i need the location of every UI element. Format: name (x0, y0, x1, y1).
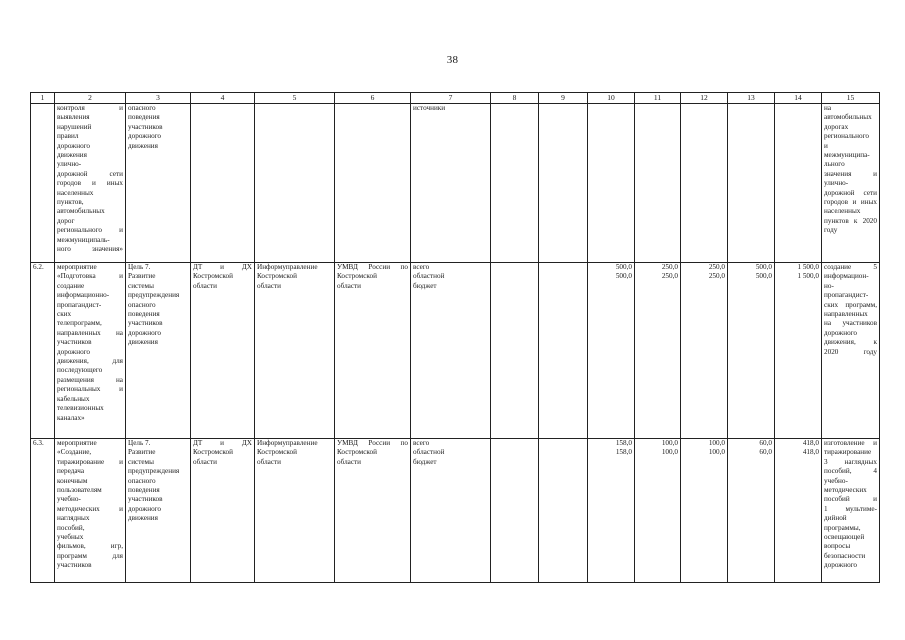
expected-result-cell-line: дорожного (824, 328, 858, 337)
header-cell: 7 (411, 93, 491, 104)
funding-source-cell-line: бюджет (413, 281, 437, 290)
header-cell: 3 (126, 93, 191, 104)
goal-cell-line: Цель 7. (128, 439, 151, 447)
funding-source-cell (411, 439, 491, 583)
header-cell: 8 (491, 93, 539, 104)
expected-result-cell-line: движения, к (824, 338, 877, 347)
activity-name-cell-line: учебно- (57, 495, 81, 504)
header-cell: 12 (681, 93, 728, 104)
activity-name-cell-line: пособий, (57, 523, 85, 532)
activity-name-cell-line: движения (57, 151, 87, 160)
activity-name-cell-line: улично- (57, 160, 82, 169)
amount-cell-col14-line: 418,0 (802, 448, 819, 457)
goal-cell (126, 263, 191, 439)
activity-name-cell-line: пунктов, (57, 198, 84, 207)
participant-cell-line: области (337, 281, 362, 290)
goal-cell-line: Развитие (128, 272, 156, 281)
expected-result-cell-line: 1 мультиме- (824, 504, 877, 513)
amount-cell-col14-line: 418,0 (802, 439, 819, 447)
amount-cell-col13 (728, 104, 775, 263)
activity-name-cell-line: «Создание, (57, 448, 92, 457)
co-executor-cell-line: Костромской (257, 272, 297, 281)
responsible-executor-cell-line: области (193, 457, 218, 466)
expected-result-cell-line: городов и иных (824, 198, 877, 207)
goal-cell-line: предупреждения (128, 291, 180, 300)
responsible-executor-cell (191, 263, 255, 439)
amount-cell-col12 (681, 104, 728, 263)
co-executor-cell-line: Костромской (257, 448, 297, 457)
activity-name-cell-line: выявления (57, 113, 90, 122)
activity-name-cell-line: городов и иных (57, 179, 123, 188)
header-cell: 10 (588, 93, 635, 104)
amount-cell-col12 (681, 263, 728, 439)
goal-cell-line: движения (128, 514, 158, 523)
row-number-cell-line: 6.3. (33, 439, 44, 447)
expected-result-cell-line: информацион- (824, 272, 869, 281)
activity-name-cell-line: последующего (57, 366, 103, 375)
row-number-cell (31, 104, 55, 263)
header-cell: 4 (191, 93, 255, 104)
expected-result-cell-line: безопасности (824, 551, 866, 560)
expected-result-cell-line: льного (824, 160, 845, 169)
expected-result-cell-line: 2020 году (824, 347, 877, 356)
amount-cell-col13 (728, 439, 775, 583)
goal-cell (126, 104, 191, 263)
expected-result-cell-line: освещающей (824, 533, 865, 542)
expected-result-cell-line: дийной (824, 514, 847, 523)
responsible-executor-cell (191, 439, 255, 583)
expected-result-cell-line: дорогах (824, 122, 849, 131)
header-row (31, 93, 880, 104)
table-row (31, 263, 880, 439)
amount-cell-col11 (635, 104, 681, 263)
activity-name-cell-line: контроля и (57, 104, 123, 112)
amount-cell-col11-line: 100,0 (661, 448, 678, 457)
activity-name-cell-line: создание (57, 281, 85, 290)
activity-name-cell-line: наглядных (57, 514, 90, 523)
activity-name-cell-line: направленных на (57, 328, 123, 337)
expected-result-cell (822, 104, 880, 263)
activity-name-cell-line: дорожного (57, 347, 91, 356)
responsible-executor-cell-line: Костромской (193, 272, 233, 281)
amount-cell-col13-line: 60,0 (759, 448, 772, 457)
table-row (31, 439, 880, 583)
expected-result-cell-line: дорожного (824, 561, 858, 570)
amount-cell-col10-line: 158,0 (615, 448, 632, 457)
funding-source-cell-line: бюджет (413, 457, 437, 466)
header-cell: 6 (335, 93, 411, 104)
goal-cell-line: дорожного (128, 328, 162, 337)
expected-result-cell-line: регионального (824, 132, 869, 141)
responsible-executor-cell-line: ДТ и ДХ (193, 439, 252, 447)
expected-result-cell-line: населенных (824, 207, 861, 216)
amount-cell-col11-line: 250,0 (661, 272, 678, 281)
funding-source-cell-line: областной (413, 272, 445, 281)
activity-name-cell-line: «Подготовка и (57, 272, 123, 281)
amount-cell-col14-line: 1 500,0 (797, 263, 819, 271)
activity-name-cell (55, 439, 126, 583)
expected-result-cell-line: пунктов к 2020 (824, 216, 877, 225)
activity-name-cell-line: правил (57, 132, 79, 141)
activity-name-cell-line: автомобильных (57, 207, 105, 216)
co-executor-cell-line: области (257, 457, 282, 466)
goal-cell-line: поведения (128, 310, 160, 319)
participant-cell-line: УМВД России по (337, 263, 408, 271)
activity-name-cell-line: передача (57, 467, 85, 476)
goal-cell-line: опасного (128, 300, 156, 309)
activity-name-cell-line: пользователям (57, 486, 102, 495)
funding-source-cell-line: всего (413, 439, 430, 447)
participant-cell-line: области (337, 457, 362, 466)
expected-result-cell-line: создание 5 (824, 263, 877, 271)
header-cell: 15 (822, 93, 880, 104)
goal-cell-line: движения (128, 141, 158, 150)
goal-cell-line: системы (128, 457, 154, 466)
empty-cell (491, 104, 539, 263)
amount-cell-col12-line: 100,0 (708, 439, 725, 447)
page-number: 38 (446, 54, 459, 66)
co-executor-cell (255, 263, 335, 439)
responsible-executor-cell-line: ДТ и ДХ (193, 263, 252, 271)
activity-name-cell-line: участников (57, 561, 92, 570)
activity-name-cell-line: дорог (57, 216, 75, 225)
goal-cell-line: Цель 7. (128, 263, 151, 271)
expected-result-cell-line: году (824, 226, 838, 235)
activity-name-cell-line: мероприятие (57, 263, 97, 271)
program-table (30, 92, 880, 583)
participant-cell-line: Костромской (337, 272, 377, 281)
amount-cell-col11 (635, 439, 681, 583)
participant-cell (335, 104, 411, 263)
goal-cell-line: участников (128, 122, 163, 131)
empty-cell (491, 263, 539, 439)
activity-name-cell-line: межмуниципаль- (57, 235, 110, 244)
activity-name-cell-line: конечным (57, 476, 88, 485)
participant-cell (335, 439, 411, 583)
amount-cell-col10 (588, 439, 635, 583)
table-row (31, 104, 880, 263)
expected-result-cell-line: вопросы (824, 542, 851, 551)
amount-cell-col14 (775, 263, 822, 439)
expected-result-cell-line: дорожной сети (824, 188, 877, 197)
activity-name-cell-line: движения, для (57, 357, 123, 366)
funding-source-cell (411, 263, 491, 439)
row-number-cell (31, 439, 55, 583)
amount-cell-col11-line: 250,0 (661, 263, 678, 271)
amount-cell-col13-line: 60,0 (759, 439, 772, 447)
activity-name-cell-line: программ для (57, 551, 123, 560)
expected-result-cell-line: изготовление и (824, 439, 877, 447)
goal-cell-line: поведения (128, 486, 160, 495)
activity-name-cell-line: ских (57, 310, 72, 319)
funding-source-cell-line: источники (413, 104, 446, 112)
empty-cell (539, 263, 588, 439)
header-cell: 2 (55, 93, 126, 104)
activity-name-cell-line: учебных (57, 533, 84, 542)
activity-name-cell-line: пропагандист- (57, 300, 102, 309)
activity-name-cell-line: методических и (57, 504, 123, 513)
co-executor-cell-line: области (257, 281, 282, 290)
goal-cell-line: поведения (128, 113, 160, 122)
amount-cell-col10-line: 158,0 (615, 439, 632, 447)
activity-name-cell-line: каналах» (57, 413, 85, 422)
amount-cell-col14 (775, 104, 822, 263)
amount-cell-col14-line: 1 500,0 (797, 272, 819, 281)
expected-result-cell-line: 3 наглядных (824, 457, 877, 466)
expected-result-cell-line: методических (824, 486, 867, 495)
activity-name-cell-line: телепрограмм, (57, 319, 102, 328)
amount-cell-col10 (588, 104, 635, 263)
goal-cell-line: Развитие (128, 448, 156, 457)
expected-result-cell-line: значения и (824, 169, 877, 178)
header-cell: 13 (728, 93, 775, 104)
activity-name-cell-line: фильмов, игр, (57, 542, 123, 551)
amount-cell-col10 (588, 263, 635, 439)
activity-name-cell-line: тиражирование и (57, 457, 123, 466)
activity-name-cell-line: региональных и (57, 385, 123, 394)
row-number-cell (31, 263, 55, 439)
expected-result-cell (822, 263, 880, 439)
activity-name-cell-line: населенных (57, 188, 94, 197)
activity-name-cell-line: размещения на (57, 375, 123, 384)
amount-cell-col13 (728, 263, 775, 439)
header-cell: 5 (255, 93, 335, 104)
header-cell: 14 (775, 93, 822, 104)
expected-result-cell-line: межмуниципа- (824, 151, 870, 160)
expected-result-cell-line: пособий, 4 (824, 467, 877, 476)
empty-cell (539, 104, 588, 263)
empty-cell (491, 439, 539, 583)
header-cell: 9 (539, 93, 588, 104)
activity-name-cell-line: дорожной сети (57, 169, 123, 178)
funding-source-cell-line: областной (413, 448, 445, 457)
goal-cell-line: опасного (128, 104, 156, 112)
expected-result-cell-line: автомобильных (824, 113, 872, 122)
activity-name-cell-line: участников (57, 338, 92, 347)
activity-name-cell-line: нарушений (57, 122, 92, 131)
responsible-executor-cell-line: области (193, 281, 218, 290)
co-executor-cell (255, 439, 335, 583)
activity-name-cell-line: кабельных (57, 394, 90, 403)
amount-cell-col12-line: 250,0 (708, 263, 725, 271)
header-cell: 1 (31, 93, 55, 104)
participant-cell-line: УМВД России по (337, 439, 408, 447)
activity-name-cell-line: дорожного (57, 141, 91, 150)
amount-cell-col13-line: 500,0 (755, 263, 772, 271)
responsible-executor-cell-line: Костромской (193, 448, 233, 457)
expected-result-cell (822, 439, 880, 583)
activity-name-cell-line: регионального и (57, 226, 123, 235)
amount-cell-col14 (775, 439, 822, 583)
goal-cell-line: дорожного (128, 504, 162, 513)
expected-result-cell-line: улично- (824, 179, 849, 188)
expected-result-cell-line: но- (824, 281, 834, 290)
row-number-cell-line: 6.2. (33, 263, 44, 271)
goal-cell-line: предупреждения (128, 467, 180, 476)
amount-cell-col12-line: 100,0 (708, 448, 725, 457)
expected-result-cell-line: и (824, 141, 828, 150)
amount-cell-col10-line: 500,0 (615, 263, 632, 271)
empty-cell (539, 439, 588, 583)
expected-result-cell-line: пропагандист- (824, 291, 869, 300)
expected-result-cell-line: тиражирование (824, 448, 872, 457)
expected-result-cell-line: ских программ, (824, 300, 877, 309)
expected-result-cell-line: программы, (824, 523, 861, 532)
responsible-executor-cell (191, 104, 255, 263)
activity-name-cell-line: мероприятие (57, 439, 97, 447)
amount-cell-col12 (681, 439, 728, 583)
amount-cell-col11-line: 100,0 (661, 439, 678, 447)
amount-cell-col10-line: 500,0 (615, 272, 632, 281)
expected-result-cell-line: на участников (824, 319, 877, 328)
expected-result-cell-line: направленных (824, 310, 868, 319)
activity-name-cell-line: телевизионных (57, 404, 104, 413)
participant-cell-line: Костромской (337, 448, 377, 457)
activity-name-cell (55, 263, 126, 439)
funding-source-cell-line: всего (413, 263, 430, 271)
goal-cell-line: участников (128, 319, 163, 328)
co-executor-cell-line: Информуправление (257, 263, 318, 271)
co-executor-cell-line: Информуправление (257, 439, 318, 447)
expected-result-cell-line: на (824, 104, 832, 112)
amount-cell-col12-line: 250,0 (708, 272, 725, 281)
goal-cell-line: системы (128, 281, 154, 290)
activity-name-cell (55, 104, 126, 263)
activity-name-cell-line: информационно- (57, 291, 110, 300)
activity-name-cell-line: ного значения» (57, 245, 123, 254)
expected-result-cell-line: пособий и (824, 495, 877, 504)
goal-cell-line: движения (128, 338, 158, 347)
funding-source-cell (411, 104, 491, 263)
amount-cell-col13-line: 500,0 (755, 272, 772, 281)
expected-result-cell-line: учебно- (824, 476, 848, 485)
goal-cell (126, 439, 191, 583)
goal-cell-line: опасного (128, 476, 156, 485)
co-executor-cell (255, 104, 335, 263)
goal-cell-line: дорожного (128, 132, 162, 141)
participant-cell (335, 263, 411, 439)
goal-cell-line: участников (128, 495, 163, 504)
amount-cell-col11 (635, 263, 681, 439)
header-cell: 11 (635, 93, 681, 104)
